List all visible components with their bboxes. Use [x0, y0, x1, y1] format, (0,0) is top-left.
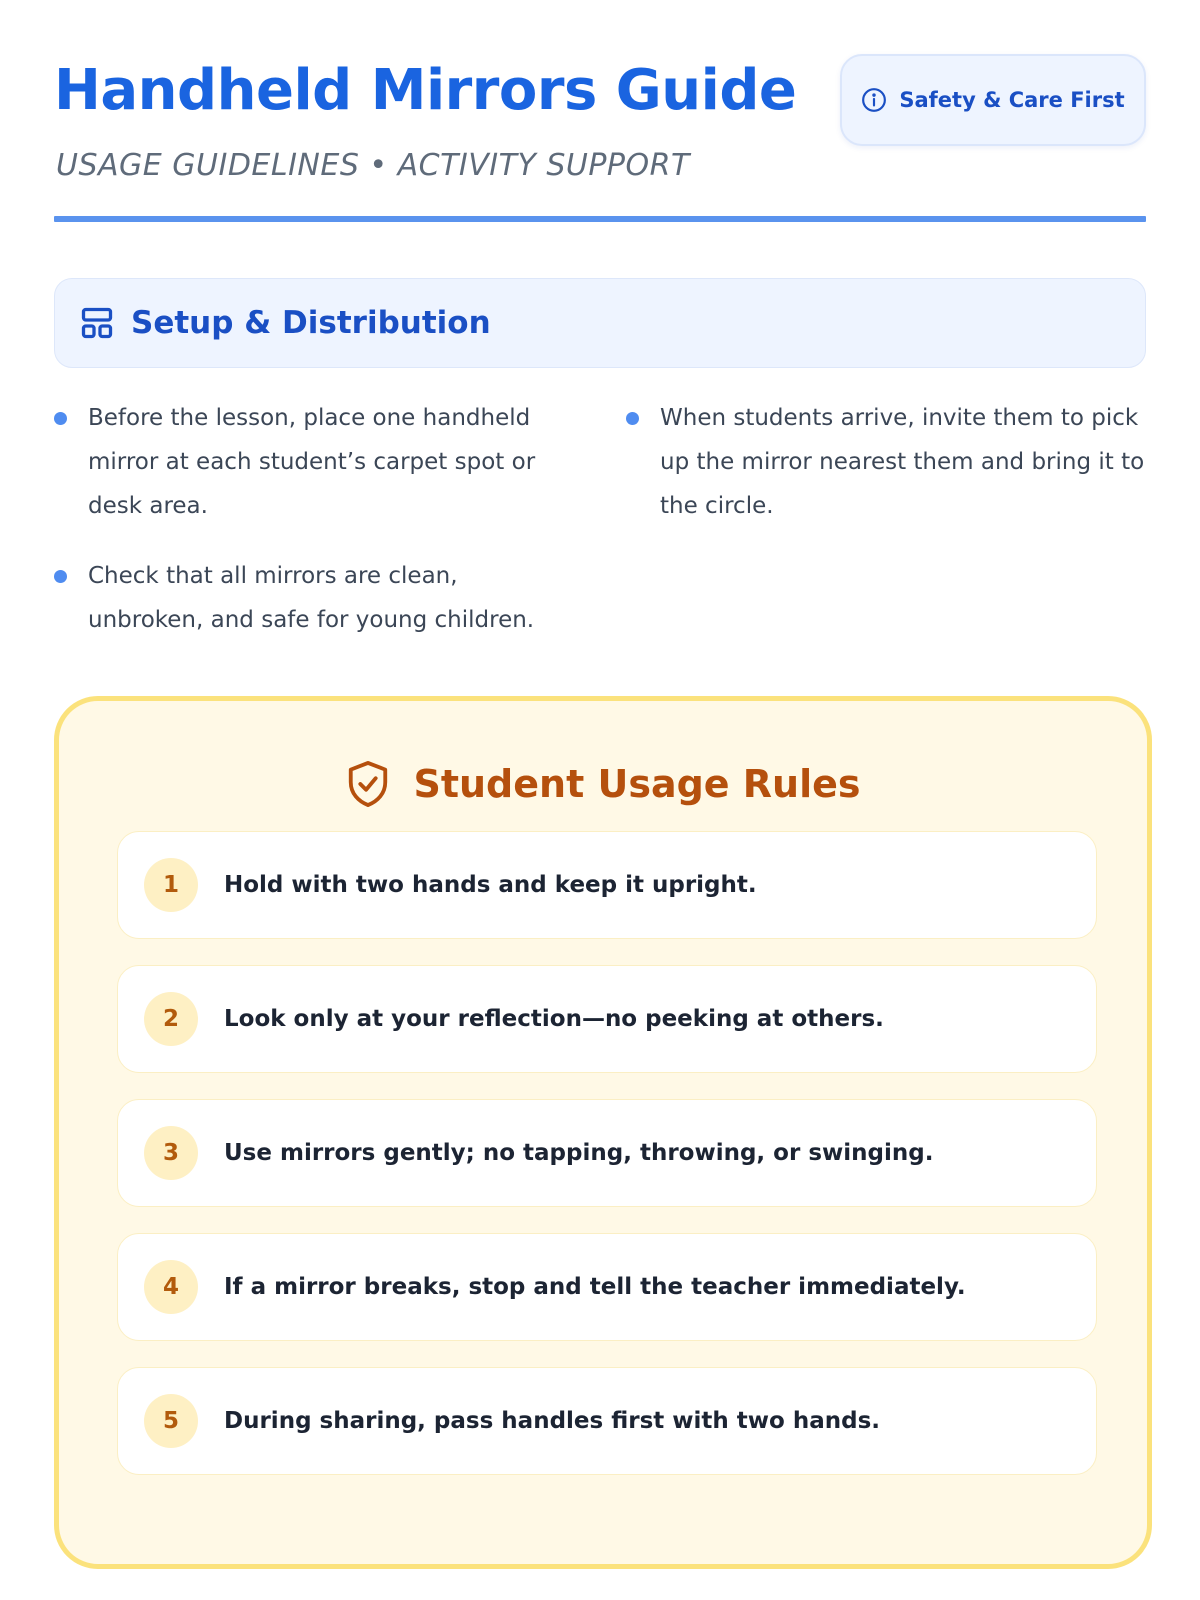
rule-text: Hold with two hands and keep it upright. — [224, 872, 757, 898]
rule-text: If a mirror breaks, stop and tell the teacher immediately. — [224, 1274, 966, 1300]
rule-card — [117, 965, 1097, 1073]
rule-number: 5 — [144, 1394, 198, 1448]
rule-number: 3 — [144, 1126, 198, 1180]
bullet-dot — [626, 412, 639, 425]
rule-card — [117, 1367, 1097, 1475]
rule-text: During sharing, pass handles first with two hands. — [224, 1408, 881, 1434]
list-item-text: When students arrive, invite them to pick up the mirror nearest them and bring it to the circle. — [660, 405, 1145, 519]
rule-text: Use mirrors gently; no tapping, throwing, or swinging. — [224, 1140, 934, 1166]
rules-title: Student Usage Rules — [413, 762, 861, 806]
list-item — [54, 396, 574, 528]
layout-icon — [79, 305, 115, 341]
rule-number: 2 — [144, 992, 198, 1046]
list-item-text: Check that all mirrors are clean, unbroken, and safe for young children. — [88, 563, 535, 633]
info-icon — [861, 87, 887, 113]
rule-number: 1 — [144, 858, 198, 912]
page-subtitle: USAGE GUIDELINES • ACTIVITY SUPPORT — [56, 148, 690, 183]
list-item — [626, 396, 1146, 528]
shield-check-icon — [345, 759, 391, 809]
header-divider — [54, 216, 1146, 222]
rule-number: 4 — [144, 1260, 198, 1314]
rule-card — [117, 1233, 1097, 1341]
rules-header — [59, 759, 1147, 809]
safety-badge — [840, 54, 1146, 146]
rule-text: Look only at your reflection—no peeking at others. — [224, 1006, 884, 1032]
list-item-text: Before the lesson, place one handheld mirror at each student’s carpet spot or desk area. — [88, 405, 536, 519]
safety-badge-label: Safety & Care First — [899, 88, 1125, 112]
bullet-dot — [54, 412, 67, 425]
setup-section-title: Setup & Distribution — [131, 305, 491, 341]
list-item — [54, 554, 574, 642]
rule-card — [117, 831, 1097, 939]
header — [54, 52, 1146, 222]
page-title: Handheld Mirrors Guide — [54, 58, 797, 123]
rule-card — [117, 1099, 1097, 1207]
setup-section-header — [54, 278, 1146, 368]
bullet-dot — [54, 570, 67, 583]
rules-panel — [54, 696, 1152, 1569]
